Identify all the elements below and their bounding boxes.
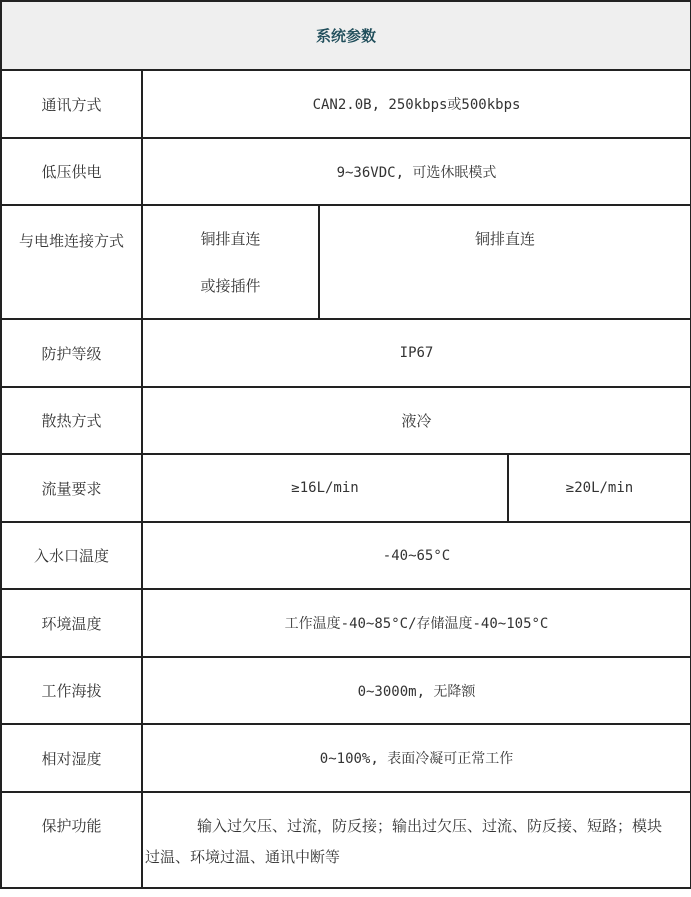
row-label: 工作海拔: [1, 657, 142, 724]
row-value-b: ≥20L/min: [508, 454, 691, 522]
row-label: 与电堆连接方式: [1, 205, 142, 319]
table-row: [1, 522, 691, 589]
table-row: [1, 205, 691, 319]
table-row: [1, 387, 691, 454]
row-label: 保护功能: [1, 792, 142, 888]
row-label: 通讯方式: [1, 70, 142, 138]
row-label: 环境温度: [1, 589, 142, 657]
row-value-a-line2: 或接插件: [200, 277, 261, 295]
row-value: 0~3000m, 无降额: [142, 657, 691, 724]
row-label: 散热方式: [1, 387, 142, 454]
row-value-b-text: 铜排直连: [475, 230, 536, 248]
row-value-a: ≥16L/min: [142, 454, 508, 522]
row-value-a: [142, 205, 319, 319]
row-value-a-line1: 铜排直连: [200, 230, 261, 248]
row-label: 入水口温度: [1, 522, 142, 589]
row-value-b: [319, 205, 691, 319]
table-row: [1, 589, 691, 657]
row-label: 低压供电: [1, 138, 142, 205]
row-label: 流量要求: [1, 454, 142, 522]
row-value: 0~100%, 表面冷凝可正常工作: [142, 724, 691, 792]
table-row: [1, 454, 691, 522]
row-value: [142, 792, 691, 888]
row-value: -40~65°C: [142, 522, 691, 589]
table-row: [1, 138, 691, 205]
row-value: IP67: [142, 319, 691, 387]
row-value: 工作温度-40~85°C/存储温度-40~105°C: [142, 589, 691, 657]
row-label: 相对湿度: [1, 724, 142, 792]
table-row: [1, 319, 691, 387]
row-value: 液冷: [142, 387, 691, 454]
table-row: [1, 70, 691, 138]
row-label: 防护等级: [1, 319, 142, 387]
table-header-row: [1, 1, 691, 70]
table-row: [1, 724, 691, 792]
row-value: 9~36VDC, 可选休眠模式: [142, 138, 691, 205]
table-row: [1, 657, 691, 724]
protection-text: 输入过欠压、过流，防反接；输出过欠压、过流、防反接、短路；模块过温、环境过温、通讯中断等: [145, 817, 663, 866]
row-value: CAN2.0B, 250kbps或500kbps: [142, 70, 691, 138]
table-row: [1, 792, 691, 888]
table-title: 系统参数: [1, 1, 691, 70]
